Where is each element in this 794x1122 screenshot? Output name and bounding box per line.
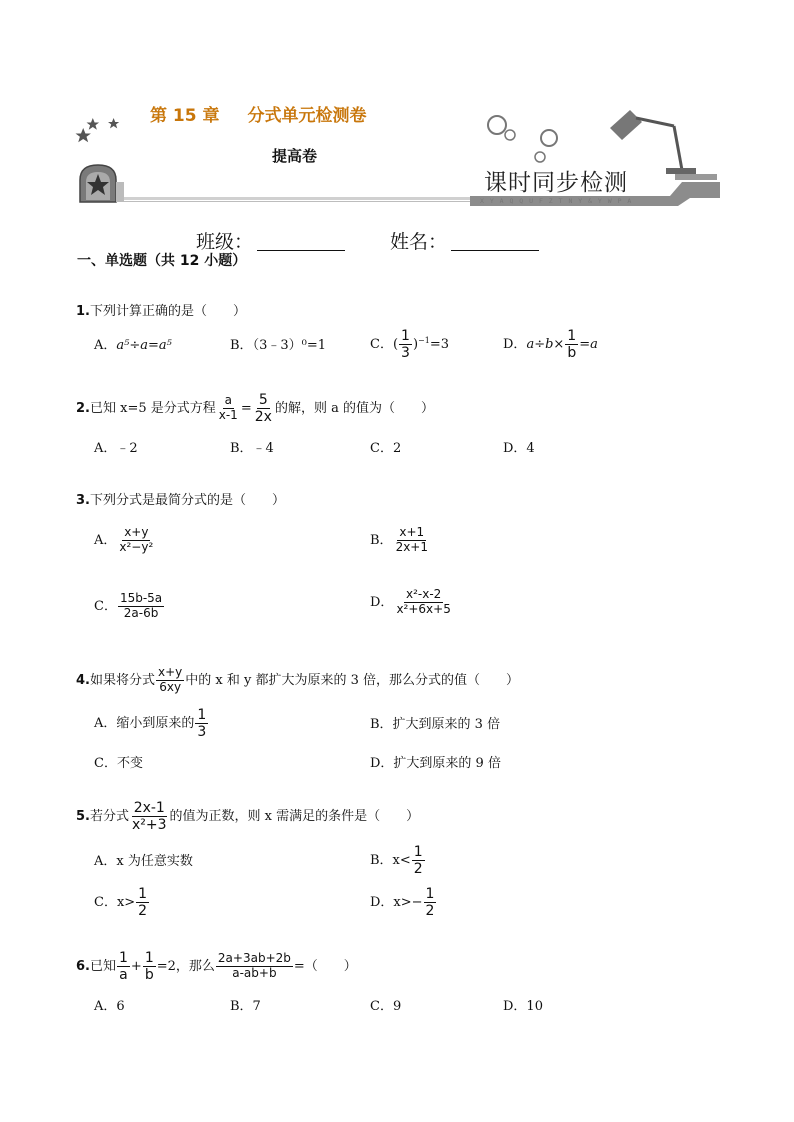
question-4: 4.如果将分式 $\frac{x+y}{6xy}$ 中的 x 和 y 都扩大为原来的 3 倍，那么分式的值（ ） — [76, 665, 520, 694]
star-badge-icon — [76, 118, 125, 202]
class-label: 班级： — [196, 231, 254, 253]
q2-option-a[interactable]: A．﹣2 — [94, 441, 138, 456]
question-3: 3.下列分式是最简分式的是（ ） — [76, 493, 285, 508]
q3-option-d[interactable]: D． $\frac{\text{x²-x-2}}{\text{x²+6x+5}}$ — [370, 587, 451, 616]
q5-option-c[interactable]: C．x> $\frac{1}{2}$ — [94, 886, 148, 920]
q6-option-d[interactable]: D．10 — [503, 999, 543, 1014]
name-field[interactable] — [390, 227, 539, 254]
q5-option-b[interactable]: B．x< $\frac{1}{2}$ — [370, 844, 423, 878]
q3-option-a[interactable]: A． $\frac{x+y}{\text{x²−y²}}$ — [94, 525, 154, 554]
q1-option-c[interactable]: C．( $\frac{1}{3}$ )$^{-1}$=3 — [370, 328, 449, 362]
q1-option-a[interactable]: A．a⁵÷a=a⁵ — [94, 338, 172, 353]
question-5: 5.若分式 $\frac{2x-1}{\text{x²+3}}$ 的值为正数，则 x 需满足的条件是（ ） — [76, 800, 420, 834]
q2-option-b[interactable]: B．﹣4 — [230, 441, 274, 456]
q1-option-b[interactable]: B．（3﹣3）⁰=1 — [230, 338, 326, 353]
q6-option-a[interactable]: A．6 — [94, 999, 125, 1014]
q6-option-c[interactable]: C．9 — [370, 999, 402, 1014]
q1-option-d[interactable]: D．a÷b× $\frac{1}{b}$ =a — [503, 328, 598, 362]
q2-option-d[interactable]: D．4 — [503, 441, 535, 456]
name-label: 姓名： — [390, 231, 448, 253]
q6-option-b[interactable]: B．7 — [230, 999, 261, 1014]
question-2: 2.已知 x=5 是分式方程 $\frac{a}{x-1}$ = $\frac{5}{2x}$ 的解，则 a 的值为（ ） — [76, 392, 434, 426]
banner-small-text: X Y A Q Q U F Z T N Y & Y W P A — [480, 197, 633, 205]
question-1: 1.下列计算正确的是（ ） — [76, 304, 246, 319]
q3-option-c[interactable]: C． $\frac{15b-5a}{2a-6b}$ — [94, 591, 163, 620]
q4-option-a[interactable]: A．缩小到原来的 $\frac{1}{3}$ — [94, 707, 207, 741]
q4-option-c[interactable]: C．不变 — [94, 756, 143, 771]
page-title: 第 15 章 分式单元检测卷 — [150, 106, 367, 126]
question-6: 6.已知 $\frac{1}{a}$ + $\frac{1}{b}$ =2，那么 $\frac{2a+3ab+2b}{a-ab+b}$ =（ ） — [76, 950, 357, 984]
q4-option-b[interactable]: B．扩大到原来的 3 倍 — [370, 717, 501, 732]
q3-option-b[interactable]: B． $\frac{x+1}{2x+1}$ — [370, 525, 428, 554]
banner-text: 课时同步检测 — [484, 170, 628, 196]
q4-option-d[interactable]: D．扩大到原来的 9 倍 — [370, 756, 501, 771]
q2-option-c[interactable]: C．2 — [370, 441, 402, 456]
q5-option-a[interactable]: A．x 为任意实数 — [94, 854, 193, 869]
q5-option-d[interactable]: D．x>− $\frac{1}{2}$ — [370, 886, 435, 920]
page-subtitle: 提高卷 — [272, 147, 318, 165]
section-title: 一、单选题（共 12 小题） — [77, 253, 247, 269]
